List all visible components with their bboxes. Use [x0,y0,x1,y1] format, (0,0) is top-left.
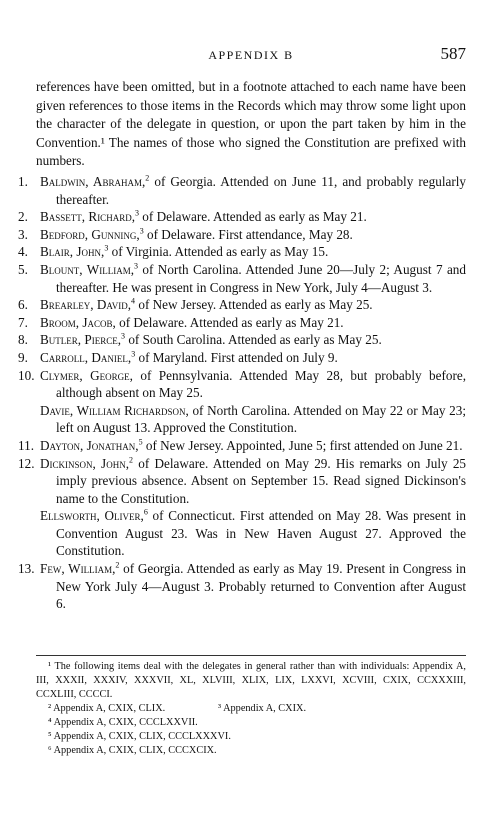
delegate-entry: 10. Clymer, George, of Pennsylvania. Attended May 28, but probably before, although absent on May 25. [18,367,467,401]
footnote-4: ⁴ Appendix A, CXIX, CCCLXXVII. [48,717,198,728]
delegate-list [18,173,466,613]
delegate-entry: 7. Broom, Jacob, of Delaware. Attended as early as May 21. [18,314,344,330]
entry-text: of Delaware. First attendance, May 28. [143,226,353,242]
delegate-name: Blair, John, [40,244,105,260]
delegate-entry: 13. Few, William,$^2$ of Georgia. Attended as early as May 19. Present in Congress in New York July 4—August 3. Probably returned to Convention after August 6. [18,560,466,612]
footnote-ref: 2 [129,455,133,465]
entry-text: of Delaware. Attended on May 29. His remarks on July 25 imply previous absence. Absent on September 15. Read signed Dickinson's name to the Constitution. [56,455,467,506]
delegate-entry: 6. Brearley, David,$^4$ of New Jersey. Attended as early as May 25. [18,296,373,313]
entry-text: of New Jersey. Attended as early as May 25. [135,297,373,313]
footnote-2: ² Appendix A, CXIX, CLIX. [48,703,166,714]
delegate-name: Few, William, [40,561,116,577]
entry-text: of South Carolina. Attended as early as May 25. [125,332,382,348]
entry-text: of Delaware. Attended as early as May 21. [139,209,367,225]
intro-paragraph: references have been omitted, but in a footnote attached to each name have been given references to those items in the Records which may throw some light upon the character of the delegate in question, or upon the part taken by him in the Convention.¹ The names of those who signed the Constitution are prefixed with numbers. [36,79,466,168]
delegate-name: Clymer, George, [40,367,133,383]
delegate-entry: 3. Bedford, Gunning,$^3$ of Delaware. First attendance, May 28. [18,226,353,242]
delegate-entry: 1. Baldwin, Abraham,$^2$ of Georgia. Attended on June 11, and probably regularly thereafter. [18,173,466,207]
delegate-name: Dayton, Jonathan, [40,437,139,453]
footnote-1: ¹ The following items deal with the delegates in general rather than with individuals: Appendix A, III, XXXII, XXXIV, XXXVII, XL, XLVIII, XLIX, LIX, LXXVI, XCVIII, CXIX, CCXXXIII, CCXLIII, CCCCI. [36,661,466,700]
footnote-ref: 3 [131,349,136,359]
footnote-6: ⁶ Appendix A, CXIX, CLIX, CCCXCIX. [48,745,217,756]
entry-text: of Delaware. Attended as early as May 21. [115,314,344,330]
delegate-entry: 11. Dayton, Jonathan,$^5$ of New Jersey. Appointed, June 5; first attended on June 21. [18,437,463,453]
footnote-ref: 5 [138,437,143,447]
page-header [36,44,466,70]
footnote-rule [36,655,466,656]
entry-text: of Virginia. Attended as early as May 15. [108,244,329,260]
entry-text: of North Carolina. Attended on May 22 or May 23; left on August 13. Approved the Constitution. [56,402,466,436]
delegate-name: Dickinson, John, [40,455,129,471]
delegate-entry: 2. Bassett, Richard,$^3$ of Delaware. Attended as early as May 21. [18,208,367,225]
footnote-ref: 3 [139,226,144,236]
delegate-name: Bedford, Gunning, [40,226,140,242]
delegate-name: Davie, William Richardson, [40,402,189,418]
running-head: APPENDIX B [208,48,294,62]
footnote-5: ⁵ Appendix A, CXIX, CLIX, CCCLXXXVI. [48,731,231,742]
entry-text: of Maryland. First attended on July 9. [135,349,338,365]
delegate-name: Blount, William, [40,261,134,277]
delegate-name: Baldwin, Abraham, [40,174,146,189]
page-number: 587 [440,44,466,63]
footnote-ref: 2 [115,560,120,570]
delegate-entry [18,402,466,437]
entry-text: of Georgia. Attended on June 11, and probably regularly thereafter. [56,174,466,207]
entry-text: of Georgia. Attended as early as May 19. Present in Congress in New York July 4—August 3. Probably returned to Convention after August 6. [56,561,466,612]
delegate-name: Brearley, David, [40,297,132,313]
footnote-ref: 3 [104,243,109,253]
delegate-entry: 9. Carroll, Daniel,$^3$ of Maryland. First attended on July 9. [18,349,338,365]
footnotes [36,660,466,758]
delegate-name: Carroll, Daniel, [40,349,132,365]
delegate-entry: 8. Butler, Pierce,$^3$ of South Carolina. Attended as early as May 25. [18,331,382,348]
delegate-name: Broom, Jacob, [40,314,116,330]
entry-text: of North Carolina. Attended June 20—July 2; August 7 and thereafter. He was present in Congress in New York, July 4—August 3. [56,261,466,295]
delegate-entry: 12. Dickinson, John,$^2$ of Delaware. Attended on May 29. His remarks on July 25 imply previous absence. Absent on September 15. Read signed Dickinson's name to the Constitution. [18,455,467,506]
entry-text: of Connecticut. First attended on May 28. Was present in Convention August 23. Was in New Haven August 27. Approved the Constitution. [56,508,466,559]
entry-text: of Pennsylvania. Attended May 28, but probably before, although absent on May 25. [56,367,467,401]
footnote-ref: 3 [121,331,126,341]
delegate-name: Butler, Pierce, [40,332,122,348]
delegate-name: Ellsworth, Oliver, [40,508,144,524]
delegate-name: Bassett, Richard, [40,209,135,225]
footnote-3: ³ Appendix A, CXIX. [218,703,307,714]
entry-text: of New Jersey. Appointed, June 5; first attended on June 21. [142,437,463,453]
footnote-ref: 2 [145,173,150,183]
delegate-entry: 5. Blount, William,$^3$ of North Carolina. Attended June 20—July 2; August 7 and thereafter. He was present in Congress in New York, July 4—August 3. [18,261,466,295]
footnote-ref: 4 [131,296,136,306]
footnote-ref: 3 [135,208,139,218]
footnote-ref: 3 [134,261,138,271]
footnote-row [36,702,466,716]
delegate-entry [18,507,466,560]
delegate-entry: 4. Blair, John,$^3$ of Virginia. Attended as early as May 15. [18,243,329,260]
footnote-ref: 6 [143,507,148,517]
